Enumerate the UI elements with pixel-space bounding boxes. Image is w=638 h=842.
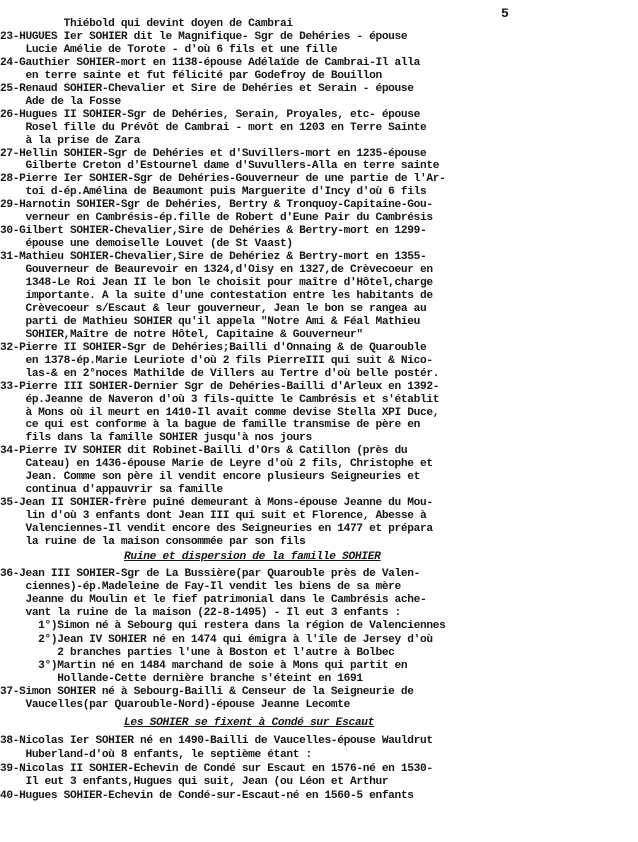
text-line: 36-Jean III SOHIER-Sgr de La Bussière(par Quarouble près de Valen- [0,568,420,580]
text-line: ép.Jeanne de Naveron d'où 3 fils-quitte le Cambrésis et s'établit [0,393,440,406]
text-line: Thiébold qui devint doyen de Cambrai [0,18,293,30]
text-line: Rosel fille du Prévôt de Cambrai - mort en 1203 en Terre Sainte [0,121,427,134]
text-line: épouse une demoiselle Louvet (de St Vaast) [0,238,293,251]
text-line: parti de Mathieu SOHIER qu'il appela "Notre Ami & Féal Mathieu [0,315,420,328]
text-line: ce qui est conforme à la bague de famille transmise de père en [0,419,420,432]
text-line: 24-Gauthier SOHIER-mort en 1138-épouse Adélaïde de Cambrai-Il alla [0,56,420,69]
text-line: ciennes)-ép.Madeleine de Fay-Il vendit les biens de sa mère [0,581,401,594]
text-line: 27-Hellin SOHIER-Sgr de Dehéries et d'Suvillers-mort en 1235-épouse [0,147,427,160]
text-line: 1°)Simon né à Sebourg qui restera dans la région de Valenciennes [0,620,446,633]
text-line: à Mons où il meurt en 1410-Il avait comme devise Stella XPI Duce, [0,406,440,419]
text-line: vant la ruine de la maison (22-8-1495) - Il eut 3 enfants : [0,607,401,620]
text-line: las-& en 2°noces Mathilde de Villers au Tertre d'où belle postér. [0,367,440,380]
text-line: Valenciennes-Il vendit encore des Seigneuries en 1477 et prépara [0,523,433,536]
text-line: 31-Mathieu SOHIER-Chevalier,Sire de Dehériez & Bertry-mort en 1355- [0,251,427,264]
text-line: Ade de la Fosse [0,95,121,108]
text-line: 2°)Jean IV SOHIER né en 1474 qui émigra à l'île de Jersey d'où [0,633,433,646]
text-line: Gouverneur de Beaurevoir en 1324,d'Oisy en 1327,de Crèvecoeur en [0,264,433,277]
text-line: Jean. Comme son père il vendit encore plusieurs Seigneuries et [0,471,420,484]
text-line: la ruine de la maison consommée par son fils [0,536,306,548]
text-line: fils dans la famille SOHIER jusqu'à nos jours [0,432,312,445]
text-line: Vaucelles(par Quarouble-Nord)-épouse Jeanne Lecomte [0,699,350,711]
text-line: Lucie Amélie de Torote - d'où 6 fils et une fille [0,43,338,56]
text-line: Hollande-Cette dernière branche s'éteint en 1691 [0,672,363,685]
text-line: 2 branches parties l'une à Boston et l'autre à Bolbec [0,646,395,659]
text-line: 33-Pierre III SOHIER-Dernier Sgr de Dehéries-Bailli d'Arleux en 1392- [0,380,440,393]
text-line: 28-Pierre Ier SOHIER-Sgr de Dehéries-Gouverneur de une partie de l'Ar- [0,173,446,186]
text-line: continua d'appauvrir sa famille [0,484,223,497]
text-line: 40-Hugues SOHIER-Echevin de Condé-sur-Escaut-né en 1560-5 enfants [0,790,414,803]
text-line: 23-HUGUES Ier SOHIER dit le Magnifique- Sgr de Dehéries - épouse [0,30,408,43]
text-line: Cateau) en 1436-épouse Marie de Leyre d'où 2 fils, Christophe et [0,458,433,471]
text-line: à la prise de Zara [0,134,140,147]
text-line: 32-Pierre II SOHIER-Sgr de Dehéries;Bailli d'Onnaing & de Quarouble [0,341,427,354]
page-number: 5 [501,6,509,21]
text-line: Jeanne du Moulin et le fief patrimonial dans le Cambrésis ache- [0,594,427,607]
text-line: 29-Harnotin SOHIER-Sgr de Dehéries, Bertry & Tronquoy-Capitaine-Gou- [0,199,433,212]
text-line: toi d-ép.Amélina de Beaumont puis Marguerite d'Incy d'où 6 fils [0,186,427,199]
text-line: 25-Renaud SOHIER-Chevalier et Sire de Dehéries et Serain - épouse [0,82,414,95]
text-line: importante. A la suite d'une contestation entre les habitants de [0,289,433,302]
section-heading-ruin: Ruine et dispersion de la famille SOHIER [124,551,381,563]
text-line: 1348-Le Roi Jean II le bon le choisit pour maître d'Hôtel,charge [0,277,433,289]
text-line: Il eut 3 enfants,Hugues qui suit, Jean (ou Léon et Arthur [0,776,389,789]
text-line: 30-Gilbert SOHIER-Chevalier,Sire de Dehéries & Bertry-mort en 1299- [0,225,427,238]
text-line: 34-Pierre IV SOHIER dit Robinet-Bailli d'Ors & Catillon (près du [0,445,408,458]
text-line: 3°)Martin né en 1484 marchand de soie à Mons qui partit en [0,659,408,672]
text-line: lin d'où 3 enfants dont Jean III qui suit et Florence, Abesse à [0,510,427,523]
text-line: en terre sainte et fut félicité par Godefroy de Bouillon [0,69,382,82]
text-line: 26-Hugues II SOHIER-Sgr de Dehéries, Serain, Proyales, etc- épouse [0,108,420,121]
text-line: 37-Simon SOHIER né à Sebourg-Bailli & Censeur de la Seigneurie de [0,685,414,698]
text-line: verneur en Cambrésis-ép.fille de Robert d'Eune Pair du Cambrésis [0,212,433,225]
text-line: Gilberte Creton d'Estournel dame d'Suvullers-Alla en terre sainte [0,160,440,173]
text-line: Crèvecoeur s/Escaut & leur gouverneur, Jean le bon se rangea au [0,302,427,315]
text-line: SOHIER,Maître de notre Hôtel, Capitaine & Gouverneur" [0,328,363,341]
text-line: 39-Nicolas II SOHIER-Echevin de Condé sur Escaut en 1576-né en 1530- [0,762,433,775]
text-line: 35-Jean II SOHIER-frère puîné demeurant à Mons-épouse Jeanne du Mou- [0,497,433,510]
section-heading-conde: Les SOHIER se fixent à Condé sur Escaut [124,717,375,729]
text-line: en 1378-ép.Marie Leuriote d'où 2 fils PierreIII qui suit & Nico- [0,354,433,367]
text-line: 38-Nicolas Ier SOHIER né en 1490-Bailli de Vaucelles-épouse Wauldrut [0,735,433,747]
text-line: Huberland-d'où 8 enfants, le septième étant : [0,748,312,761]
